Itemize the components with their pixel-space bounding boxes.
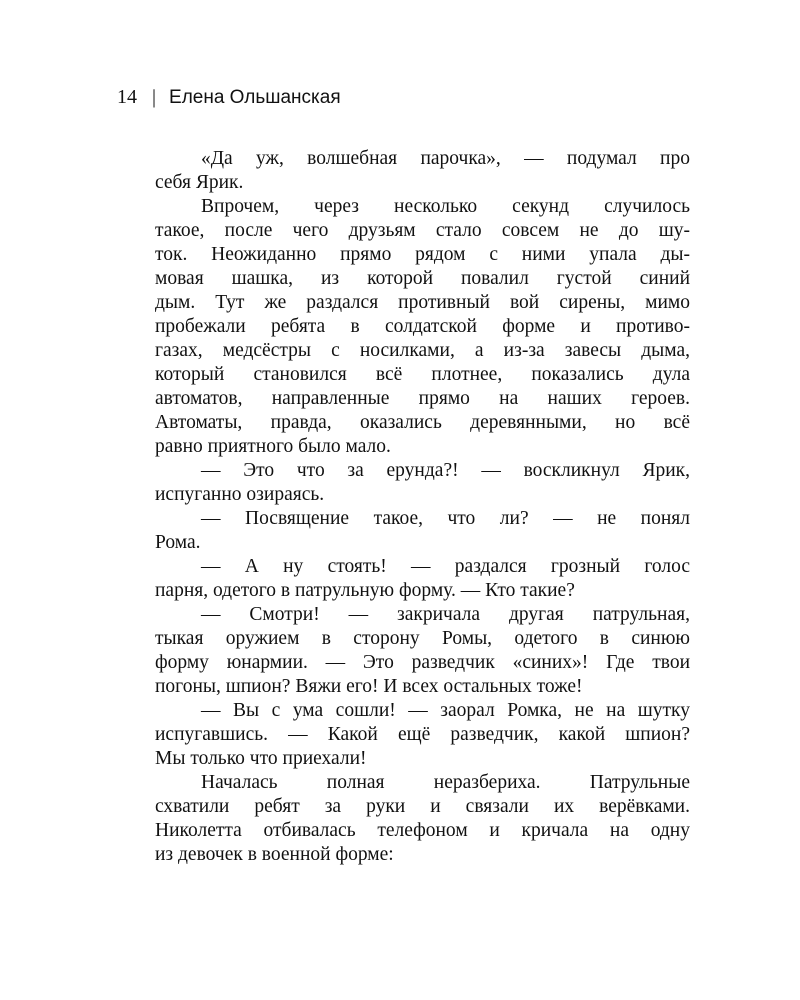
text-line: себя Ярик. (155, 172, 244, 193)
text-line: испуганно озираясь. (155, 484, 325, 505)
text-line: схватили ребят за руки и связали их верёвками. (155, 796, 690, 817)
paragraph (155, 459, 690, 507)
text-line: парня, одетого в патрульную форму. — Кто такие? (155, 580, 575, 601)
text-line: — Смотри! — закричала другая патрульная, (201, 604, 690, 625)
paragraph (155, 699, 690, 771)
text-line: газах, медсёстры с носилками, а из-за завесы дыма, (155, 340, 690, 361)
text-line: такое, после чего друзьям стало совсем не до шу- (155, 220, 690, 241)
paragraph (155, 771, 690, 867)
text-line: Рома. (155, 532, 201, 553)
text-line: Началась полная неразбериха. Патрульные (201, 772, 690, 793)
text-line: — Вы с ума сошли! — заорал Ромка, не на шутку (201, 700, 690, 721)
running-head (117, 84, 341, 111)
paragraph (155, 603, 690, 699)
paragraph (155, 195, 690, 459)
text-line: — Посвящение такое, что ли? — не понял (201, 508, 690, 529)
text-line: из девочек в военной форме: (155, 844, 394, 865)
text-line: тыкая оружием в сторону Ромы, одетого в синюю (155, 628, 690, 649)
text-line: Впрочем, через несколько секунд случилось (201, 196, 690, 217)
text-line: пробежали ребята в солдатской форме и противо- (155, 316, 690, 337)
text-line: — А ну стоять! — раздался грозный голос (201, 556, 690, 577)
header-separator: | (152, 86, 157, 108)
text-line: погоны, шпион? Вяжи его! И всех остальных тоже! (155, 676, 583, 697)
text-line: форму юнармии. — Это разведчик «синих»! Где твои (155, 652, 690, 673)
text-line: мовая шашка, из которой повалил густой синий (155, 268, 690, 289)
text-line: автоматов, направленные прямо на наших героев. (155, 388, 690, 409)
text-line: дым. Тут же раздался противный вой сирены, мимо (155, 292, 690, 313)
text-line: «Да уж, волшебная парочка», — подумал про (201, 148, 690, 169)
text-line: Мы только что приехали! (155, 748, 367, 769)
body-text (155, 147, 690, 867)
text-line: Николетта отбивалась телефоном и кричала на одну (155, 820, 690, 841)
author-name: Елена Ольшанская (169, 87, 341, 108)
text-line: — Это что за ерунда?! — воскликнул Ярик, (201, 460, 690, 481)
paragraph (155, 147, 690, 195)
page-number: 14 (117, 86, 137, 108)
paragraph (155, 507, 690, 555)
text-line: который становился всё плотнее, показались дула (155, 364, 690, 385)
text-line: Автоматы, правда, оказались деревянными, но всё (155, 412, 690, 433)
text-line: испугавшись. — Какой ещё разведчик, какой шпион? (155, 724, 690, 745)
paragraph (155, 555, 690, 603)
text-line: ток. Неожиданно прямо рядом с ними упала ды- (155, 244, 690, 265)
text-line: равно приятного было мало. (155, 436, 391, 457)
